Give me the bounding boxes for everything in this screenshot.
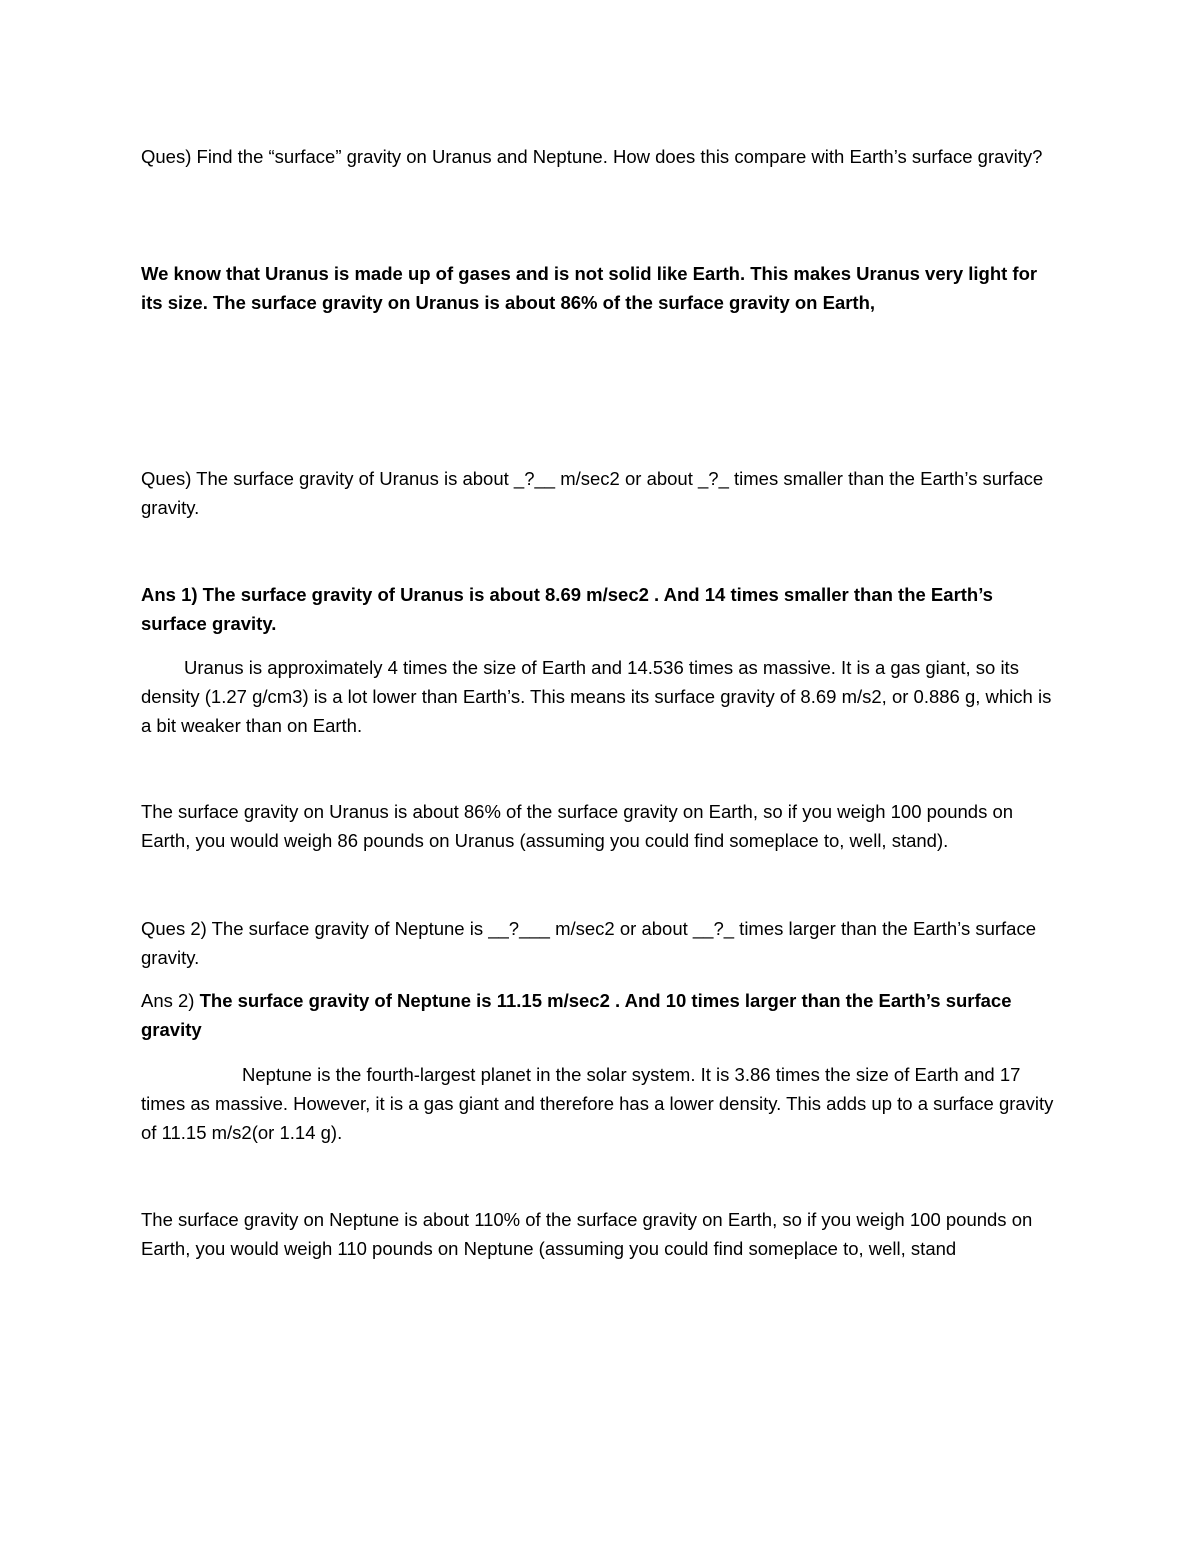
answer-intro: We know that Uranus is made up of gases and is not solid like Earth. This makes Uranus very light for its size. The surface gravity on Uranus is about 86% of the surface gravity on Earth, [141,263,1038,313]
question-intro: Ques) Find the “surface” gravity on Uranus and Neptune. How does this compare with Earth’s surface gravity? [141,146,1043,167]
answer-2-weight: The surface gravity on Neptune is about 110% of the surface gravity on Earth, so if you weigh 100 pounds on Earth, you would weigh 110 pounds on Neptune (assuming you could find someplace to, well, stand [141,1209,1033,1259]
answer-1-weight: The surface gravity on Uranus is about 86% of the surface gravity on Earth, so if you weigh 100 pounds on Earth, you would weigh 86 pounds on Uranus (assuming you could find someplace to, well, stand). [141,801,1014,851]
answer-1-detail: Uranus is approximately 4 times the size of Earth and 14.536 times as massive. It is a gas giant, so its density (1.27 g/cm3) is a lot lower than Earth’s. This means its surface gravity of 8.69 m/s2, or 0.886 g, which is a bit weaker than on Earth. [141,657,1052,736]
question-2: Ques 2) The surface gravity of Neptune is __?___ m/sec2 or about __?_ times larger than the Earth’s surface gravity. [141,918,1037,968]
answer-2-prefix: Ans 2) [141,990,200,1011]
answer-2-detail: Neptune is the fourth-largest planet in the solar system. It is 3.86 times the size of Earth and 17 times as massive. However, it is a gas giant and therefore has a lower density. This adds up to a surface gravity of 11.15 m/s2(or 1.14 g). [141,1064,1054,1143]
answer-2-text: The surface gravity of Neptune is 11.15 m/sec2 . And 10 times larger than the Earth’s surface gravity [141,990,1012,1040]
question-1: Ques) The surface gravity of Uranus is about _?__ m/sec2 or about _?_ times smaller than the Earth’s surface gravity. [141,468,1044,518]
answer-1: Ans 1) The surface gravity of Uranus is about 8.69 m/sec2 . And 14 times smaller than the Earth’s surface gravity. [141,584,993,634]
answer-2 [141,986,1061,1044]
